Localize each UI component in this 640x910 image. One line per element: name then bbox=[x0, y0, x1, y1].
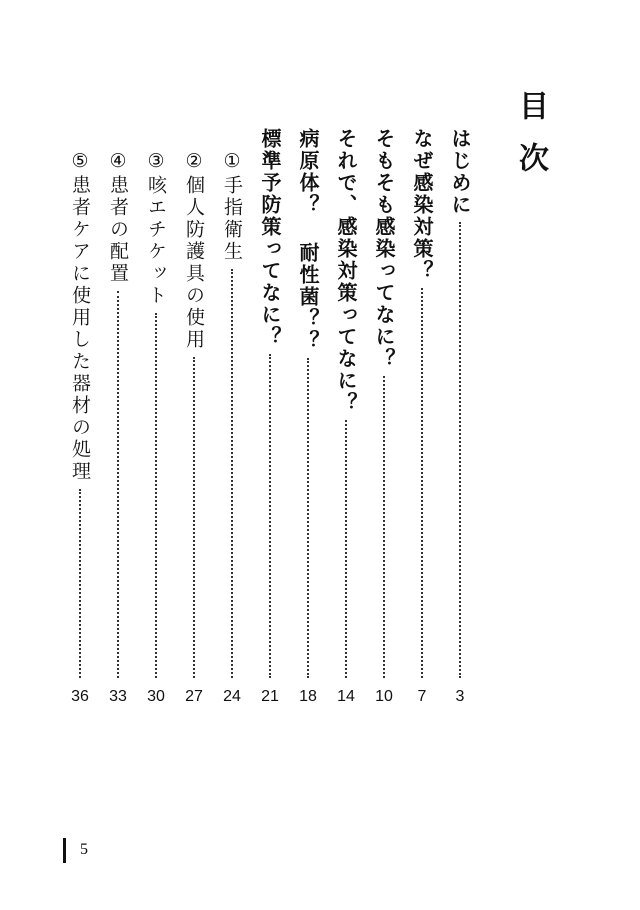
toc-page-number: 33 bbox=[109, 688, 127, 705]
toc-entry-label: 標準予防策ってなに？ bbox=[258, 128, 282, 348]
toc-entry-shushi-eisei[interactable] bbox=[219, 150, 245, 678]
toc-entry-byougentai[interactable] bbox=[295, 128, 321, 678]
toc-entry-label: ②個人防護具の使用 bbox=[183, 150, 205, 351]
toc-entry-kojin-bougogu[interactable] bbox=[181, 150, 207, 678]
toc-entry-somosomo[interactable] bbox=[371, 128, 397, 678]
dot-leader bbox=[193, 357, 195, 678]
toc-entry-label: ⑤患者ケアに使用した器材の処理 bbox=[69, 150, 91, 483]
toc-entry-sorede[interactable] bbox=[333, 128, 359, 678]
dot-leader bbox=[383, 376, 385, 678]
toc-entry-label: そもそも感染ってなに？ bbox=[372, 128, 396, 370]
toc-entry-naze[interactable] bbox=[409, 128, 435, 678]
toc-entry-seki-etiquette[interactable] bbox=[143, 150, 169, 678]
toc-entry-hajimeni[interactable] bbox=[447, 128, 473, 678]
dot-leader bbox=[459, 222, 461, 678]
dot-leader bbox=[307, 358, 309, 678]
dot-leader bbox=[79, 489, 81, 678]
dot-leader bbox=[345, 420, 347, 678]
dot-leader bbox=[421, 288, 423, 678]
folio-page-number: 5 bbox=[80, 841, 88, 858]
toc-entry-label: それで、感染対策ってなに？ bbox=[334, 128, 358, 414]
toc-entry-kizai-shori[interactable] bbox=[67, 150, 93, 678]
toc-page-number: 30 bbox=[147, 688, 165, 705]
footer-rule bbox=[63, 838, 66, 863]
toc-entry-kanja-haichi[interactable] bbox=[105, 150, 131, 678]
toc-page-number: 14 bbox=[337, 688, 355, 705]
toc-page-number: 10 bbox=[375, 688, 393, 705]
dot-leader bbox=[117, 291, 119, 678]
toc-entry-label: ①手指衛生 bbox=[221, 150, 243, 263]
toc-page-number: 36 bbox=[71, 688, 89, 705]
toc-entry-label: なぜ感染対策？ bbox=[410, 128, 434, 282]
toc-page-number: 7 bbox=[417, 688, 427, 705]
toc-page-number: 18 bbox=[299, 688, 317, 705]
toc-entry-label: はじめに bbox=[448, 128, 472, 216]
dot-leader bbox=[269, 354, 271, 678]
toc-page-number: 3 bbox=[455, 688, 465, 705]
toc-page-number: 24 bbox=[223, 688, 241, 705]
toc-entry-label: ④患者の配置 bbox=[107, 150, 129, 285]
toc-entry-label: ③咳エチケット bbox=[145, 150, 167, 307]
dot-leader bbox=[155, 313, 157, 678]
toc-entry-label: 病原体？ 耐性菌？？ bbox=[296, 128, 320, 352]
toc-page-number: 27 bbox=[185, 688, 203, 705]
toc-title: 目次 bbox=[513, 90, 548, 194]
toc-entry-hyoujun[interactable] bbox=[257, 128, 283, 678]
dot-leader bbox=[231, 269, 233, 678]
toc-page-number: 21 bbox=[261, 688, 279, 705]
